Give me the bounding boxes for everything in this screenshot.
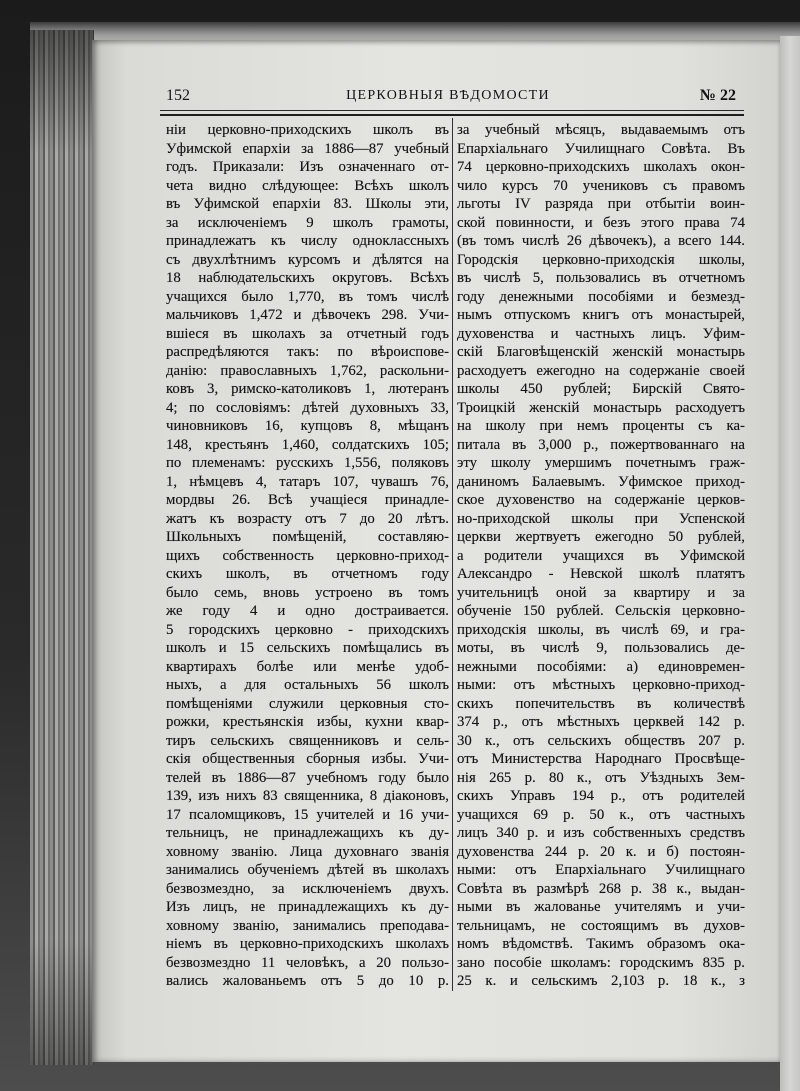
text-line: на школу при немъ проценты съ ка- (457, 418, 745, 434)
text-line: тельницъ, не принадлежащихъ къ ду- (166, 825, 449, 841)
text-line: году денежными пособiями и безмезд- (457, 288, 745, 305)
left-column (166, 121, 449, 991)
text-line: вались жалованьемъ отъ 5 до 10 р. (166, 973, 449, 989)
text-line: ское духовенство на содержанiе церков- (457, 492, 745, 508)
text-line: квартирахъ болѣе или менѣе удоб- (166, 658, 449, 675)
text-line: Троицкiй женскiй монастырь расходуетъ (457, 399, 745, 416)
text-line: мальчиковъ 1,472 и дѣвочекъ 298. Учи- (166, 307, 449, 323)
text-line: 148, крестьянъ 1,460, солдатскихъ 105; (166, 436, 449, 453)
text-line: нымъ отпускомъ книгъ отъ монастырей, (457, 307, 745, 323)
text-line: тельницамъ, не состоящимъ въ духов- (457, 917, 745, 934)
text-line: учительницѣ оной за квартиру и за (457, 584, 745, 601)
text-line: за исключенiемъ 9 школъ грамоты, (166, 214, 449, 231)
text-line: лицъ 340 р. и изъ собственныхъ средствъ (457, 825, 745, 841)
right-column (457, 121, 745, 991)
text-line: по племенамъ: русскихъ 1,556, поляковъ (166, 455, 449, 471)
text-line: помѣщенiями служили церковныя сто- (166, 695, 449, 712)
text-line: нiи церковно-приходскихъ школъ въ (166, 122, 449, 138)
text-line: нiемъ въ церковно-приходскихъ школахъ (166, 936, 449, 952)
text-line: распредѣляются такъ: по вѣроиспове- (166, 344, 449, 360)
text-line: телей въ 1886—87 учебномъ году было (166, 769, 449, 786)
header-rule-thin (160, 110, 744, 111)
issue-number: № 22 (699, 87, 736, 104)
text-line: духовенства и частныхъ лицъ. Уфим- (457, 325, 745, 342)
text-line: рожки, крестьянскiя избы, кухни квар- (166, 714, 449, 730)
text-line: съ двухлѣтнимъ курсомъ и дѣлятся на (166, 251, 449, 268)
text-line: номъ вѣдомствѣ. Такимъ образомъ ока- (457, 936, 745, 952)
text-line: было семь, вновь устроено въ томъ (166, 584, 449, 601)
text-line: ковъ 3, римско-католиковъ 1, лютеранъ (166, 381, 449, 397)
text-line: за учебный мѣсяцъ, выдаваемымъ отъ (457, 122, 745, 138)
text-line: годъ. Приказали: Изъ означеннаго от- (166, 159, 449, 175)
text-line: принадлежатъ къ числу одноклассныхъ (166, 233, 449, 249)
text-line: чиновниковъ 16, купцовъ 8, мѣщанъ (166, 418, 449, 434)
newspaper-title: ЦЕРКОВНЫЯ ВѢДОМОСТИ (346, 88, 550, 103)
text-line: 374 р., отъ мѣстныхъ церквей 142 р. (457, 714, 745, 730)
text-line: даниномъ Балаевымъ. Уфимское приход- (457, 473, 745, 490)
text-line: 25 к. и сельскимъ 2,103 р. 18 к., з (457, 973, 745, 989)
text-line: же году 4 и одно достраивается. (166, 603, 449, 619)
text-line: моты, въ числѣ 9, пользовались де- (457, 640, 745, 656)
text-line: нiя 265 р. 80 к., отъ Уѣздныхъ Зем- (457, 769, 745, 786)
text-line: вшiеся въ школахъ за отчетный годъ (166, 325, 449, 342)
text-line: скiй Благовѣщенскiй женскiй монастырь (457, 344, 745, 360)
text-line: 17 псаломщиковъ, 15 учителей и 16 учи- (166, 806, 449, 823)
text-line: занимались обученiемъ дѣтей въ школахъ (166, 862, 449, 878)
text-line: 5 городскихъ церковно - приходскихъ (166, 621, 449, 638)
text-line: учащихся 69 р. 50 к., отъ частныхъ (457, 806, 745, 823)
text-line: школы 450 рублей; Бирскiй Свято- (457, 381, 745, 397)
text-line: 18 наблюдательскихъ округовъ. Всѣхъ (166, 270, 449, 286)
text-line: ныхъ, а для остальныхъ 56 школъ (166, 677, 449, 693)
text-line: скiя общественныя сборныя избы. Учи- (166, 751, 449, 767)
text-line: обученiе 150 рублей. Сельскiя церковно- (457, 603, 745, 619)
text-line: безвозмездно, за исключенiемъ двухъ. (166, 880, 449, 897)
text-line: учащихся было 1,770, въ томъ числѣ (166, 288, 449, 305)
text-line: Совѣта въ размѣрѣ 268 р. 38 к., выдан- (457, 880, 745, 897)
text-line: щихъ собственность церковно-приход- (166, 547, 449, 564)
text-line: въ числѣ 5, пользовались въ отчетномъ (457, 270, 745, 286)
page-number: 152 (166, 87, 190, 104)
text-line: 30 к., отъ сельскихъ обществъ 207 р. (457, 732, 745, 749)
text-line: скихъ Управъ 194 р., отъ родителей (457, 788, 745, 804)
text-line: (въ томъ числѣ 26 дѣвочекъ), а всего 144. (457, 233, 745, 249)
text-line: а родители учащихся въ Уфимской (457, 547, 745, 564)
text-line: Школьныхъ помѣщенiй, составляю- (166, 529, 449, 545)
text-line: школъ и 15 сельскихъ помѣщались въ (166, 640, 449, 656)
text-line: 139, изъ нихъ 83 священника, 8 дiаконовъ, (166, 788, 449, 804)
text-line: скихъ школъ, въ отчетномъ году (166, 566, 449, 582)
text-line: 74 церковно-приходскихъ школахъ окон- (457, 159, 745, 175)
text-line: 4; по сословiямъ: дѣтей духовныхъ 33, (166, 399, 449, 416)
text-line: ской повинности, и безъ этого права 74 (457, 214, 745, 231)
text-line: льготы IV разряда при отбытiи воин- (457, 196, 745, 212)
text-line: приходскiя школы, въ числѣ 69, и гра- (457, 621, 745, 638)
text-line: чило курсъ 70 учениковъ съ правомъ (457, 177, 745, 194)
page-edges (30, 30, 94, 1065)
column-divider (452, 118, 453, 991)
text-line: 1, нѣмцевъ 4, татаръ 107, чувашъ 76, (166, 473, 449, 490)
text-line: питала въ 3,000 р., пожертвованнаго на (457, 436, 745, 453)
text-line: церкви жертвуетъ ежегодно 50 рублей, (457, 529, 745, 545)
text-line: нежными пособiями: а) единовремен- (457, 658, 745, 675)
text-line: ховному званiю, занимались преподава- (166, 917, 449, 934)
right-page-edge (780, 36, 800, 1091)
text-line: но-приходской школы при Успенской (457, 510, 745, 527)
header-rule-thick (160, 114, 744, 116)
text-line: въ Уфимской епархiи 83. Школы эти, (166, 196, 449, 212)
text-line: зано пособiе школамъ: городскимъ 835 р. (457, 954, 745, 971)
text-line: чета видно слѣдующее: Всѣхъ школъ (166, 177, 449, 194)
text-line: Изъ лицъ, не принадлежащихъ къ ду- (166, 899, 449, 915)
text-line: данiю: православныхъ 1,762, раскольни- (166, 362, 449, 379)
text-line: ными: отъ мѣстныхъ церковно-приход- (457, 677, 745, 693)
text-line: мордвы 26. Всѣ учащiеся принадле- (166, 492, 449, 508)
text-line: духовенства 244 р. 20 к. и б) постоян- (457, 843, 745, 860)
text-line: жатъ къ возрасту отъ 7 до 20 лѣтъ. (166, 510, 449, 527)
text-line: ховному званiю. Лица духовнаго званiя (166, 843, 449, 860)
text-line: Городскiя церковно-приходскiя школы, (457, 251, 745, 268)
text-line: Уфимской епархiи за 1886—87 учебный (166, 140, 449, 157)
text-line: безвозмездно 11 человѣкъ, а 20 пользо- (166, 954, 449, 971)
text-line: Александро - Невской школѣ платятъ (457, 566, 745, 582)
text-line: скихъ попечительствъ въ количествѣ (457, 695, 745, 712)
text-line: отъ Министерства Народнаго Просвѣще- (457, 751, 745, 767)
text-line: ными: отъ Епархiальнаго Училищнаго (457, 862, 745, 878)
text-line: тиръ сельскихъ священниковъ и сель- (166, 732, 449, 749)
text-line: ными въ жалованье учителямъ и учи- (457, 899, 745, 915)
text-line: эту школу умершимъ почетнымъ граж- (457, 455, 745, 471)
text-line: Епархiальнаго Училищнаго Совѣта. Въ (457, 140, 745, 157)
text-line: расходуетъ ежегодно на содержанiе своей (457, 362, 745, 379)
